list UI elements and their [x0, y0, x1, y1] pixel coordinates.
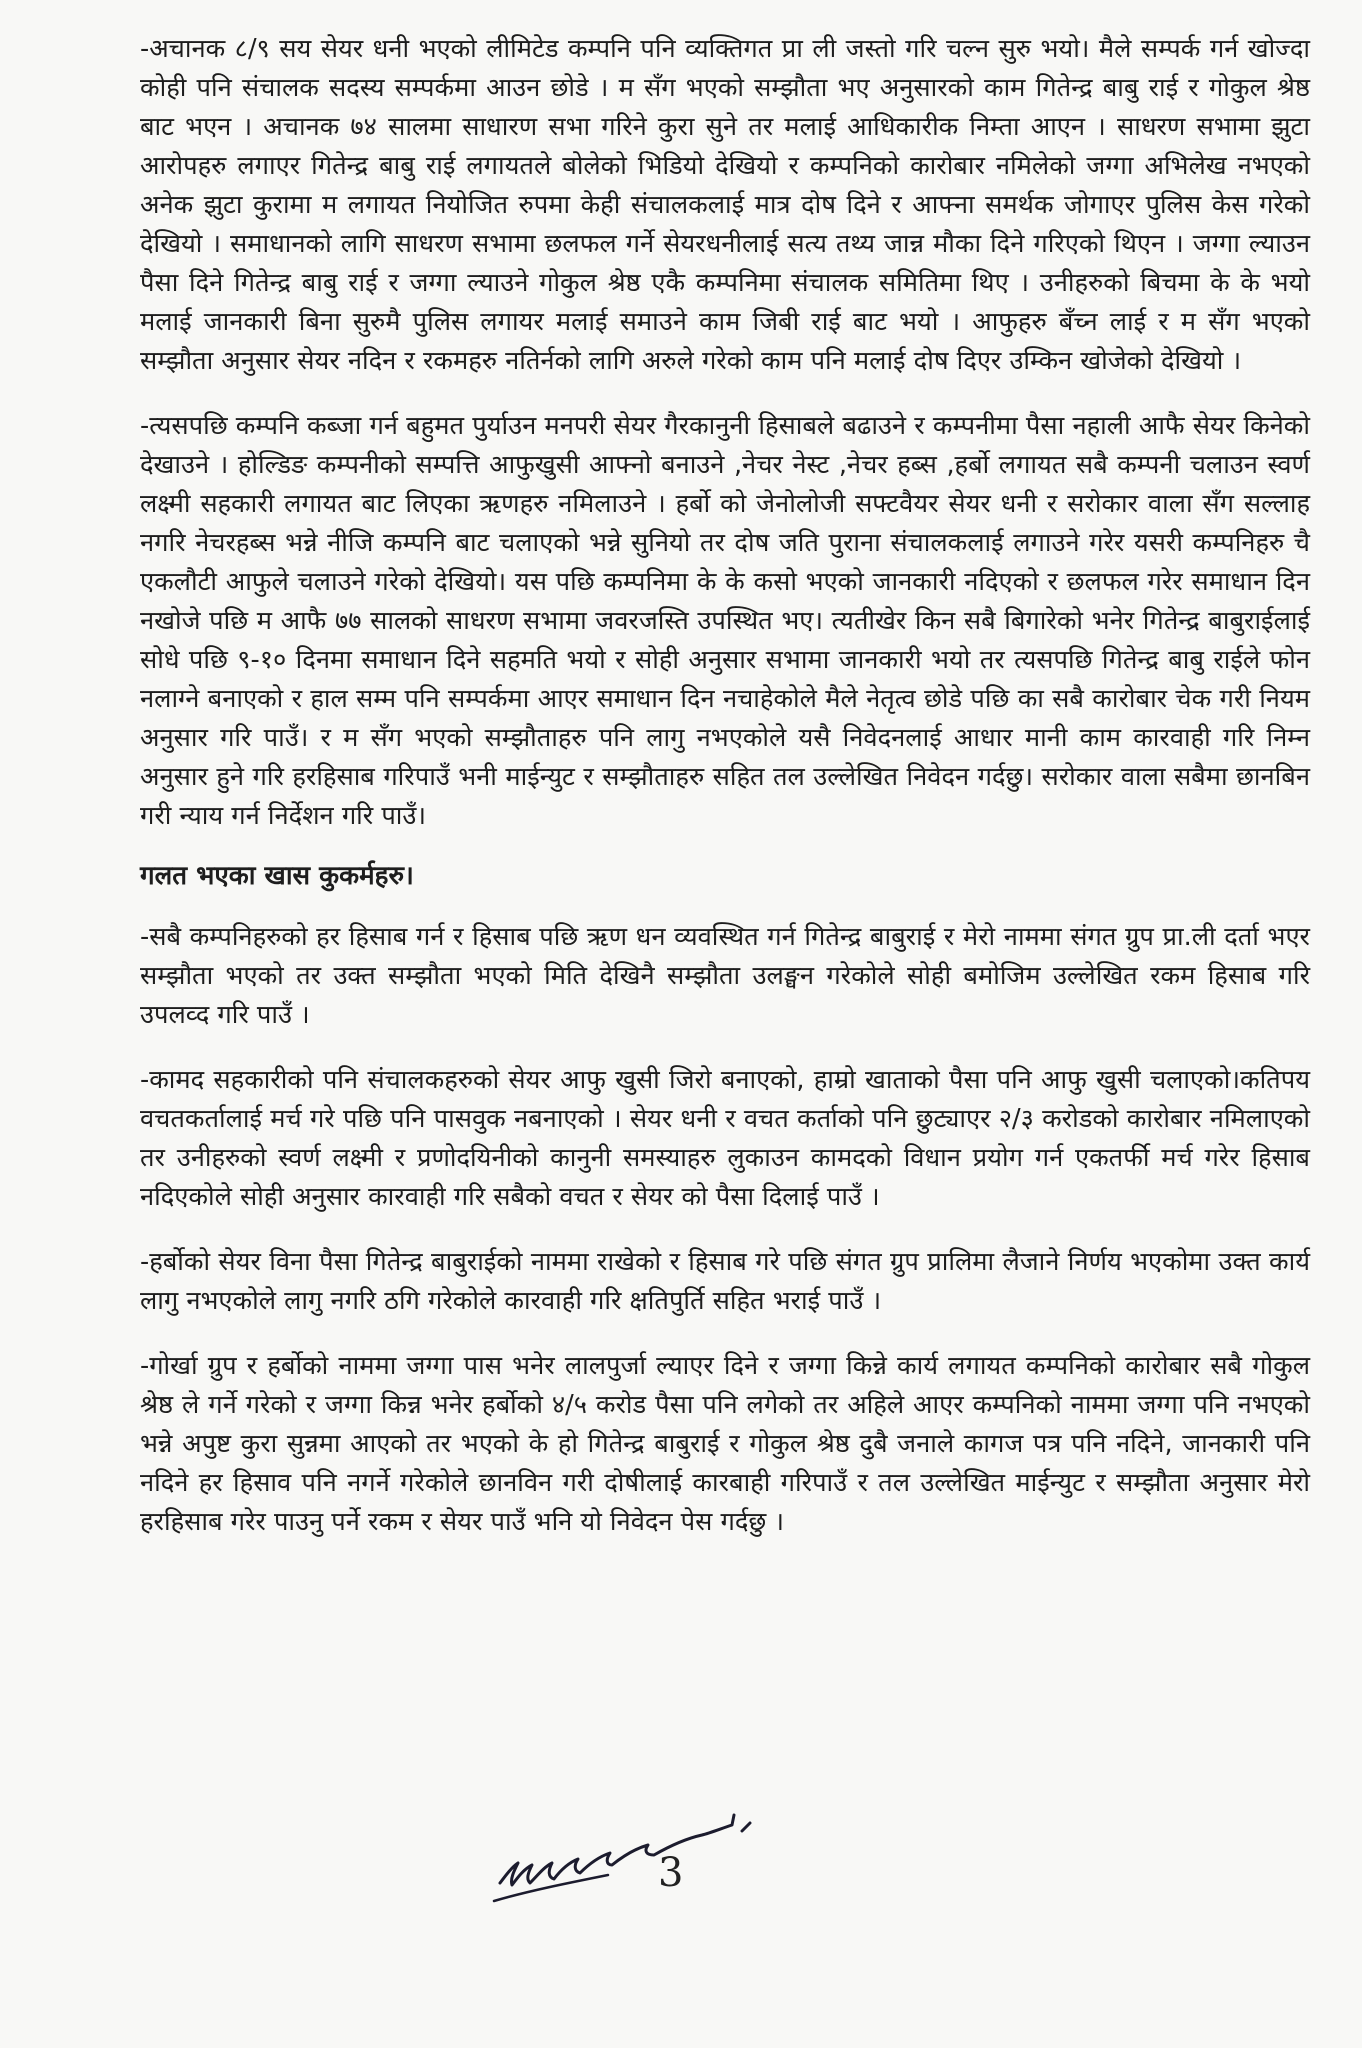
list-item: -कामद सहकारीको पनि संचालकहरुको सेयर आफु खुसी जिरो बनाएको, हाम्रो खाताको पैसा पनि आफु खुसी चलाएको।कतिपय वचतकर्तालाई मर्च गरे पछि पनि पासवुक नबनाएको । सेयर धनी र वचत कर्ताको पनि छुट्याएर २/३ करोडको कारोबार नमिलाएको तर उनीहरुको स्वर्ण लक्ष्मी र प्रणोदयिनीको कानुनी समस्याहरु लुकाउन कामदको विधान प्रयोग गर्न एकतर्फी मर्च गरेर हिसाब नदिएकोले सोही अनुसार कारवाही गरि सबैको वचत र सेयर को पैसा दिलाई पाउँ ।	[140, 1065, 1310, 1212]
paragraph-1: -अचानक ८/९ सय सेयर धनी भएको लीमिटेड कम्पनि पनि व्यक्तिगत प्रा ली जस्तो गरि चल्न सुरु भयो। मैले सम्पर्क गर्न खोज्दा कोही पनि संचालक सदस्य सम्पर्कमा आउन छोडे । म सँग भएको सम्झौता भए अनुसारको काम गितेन्द्र बाबु राई र गोकुल श्रेष्ठ बाट भएन । अचानक ७४ सालमा साधारण सभा गरिने कुरा सुने तर मलाई आधिकारीक निम्ता आएन । साधरण सभामा झुटा आरोपहरु लगाएर गितेन्द्र बाबु राई लगायतले बोलेको भिडियो देखियो र कम्पनिको कारोबार नमिलेको जग्गा अभिलेख नभएको अनेक झुटा कुरामा म लगायत नियोजित रुपमा केही संचालकलाई मात्र दोष दिने र आफ्ना समर्थक जोगाएर पुलिस केस गरेको देखियो । समाधानको लागि साधरण सभामा छलफल गर्ने सेयरधनीलाई सत्य तथ्य जान्न मौका दिने गरिएको थिएन । जग्गा ल्याउन पैसा दिने गितेन्द्र बाबु राई र जग्गा ल्याउने गोकुल श्रेष्ठ एकै कम्पनिमा संचालक समितिमा थिए । उनीहरुको बिचमा के के भयो मलाई जानकारी बिना सुरुमै पुलिस लगायर मलाई समाउने काम जिबी राई बाट भयो । आफुहरु बँच्न लाई र म सँग भएको सम्झौता अनुसार सेयर नदिन र रकमहरु नतिर्नको लागि अरुले गरेको काम पनि मलाई दोष दिएर उम्किन खोजेको देखियो ।	[140, 34, 1310, 376]
section-heading: गलत भएका खास कुकर्महरु।	[140, 861, 414, 891]
document-body	[140, 30, 1310, 1542]
page-number: 3	[658, 1850, 684, 1896]
paragraph-2: -त्यसपछि कम्पनि कब्जा गर्न बहुमत पुर्याउन मनपरी सेयर गैरकानुनी हिसाबले बढाउने र कम्पनीमा पैसा नहाली आफै सेयर किनेको देखाउने । होल्डिङ कम्पनीको सम्पत्ति आफुखुसी आफ्नो बनाउने ,नेचर नेस्ट ,नेचर हब्स ,हर्बो लगायत सबै कम्पनी चलाउन स्वर्ण लक्ष्मी सहकारी लगायत बाट लिएका ऋणहरु नमिलाउने । हर्बो को जेनोलोजी सफ्टवैयर सेयर धनी र सरोकार वाला सँग सल्लाह नगरि नेचरहब्स भन्ने नीजि कम्पनि बाट चलाएको भन्ने सुनियो तर दोष जति पुराना संचालकलाई लगाउने गरेर यसरी कम्पनिहरु चै एकलौटी आफुले चलाउने गरेको देखियो। यस पछि कम्पनिमा के के कसो भएको जानकारी नदिएको र छलफल गरेर समाधान दिन नखोजे पछि म आफै ७७ सालको साधरण सभामा जवरजस्ति उपस्थित भए। त्यतीखेर किन सबै बिगारेको भनेर गितेन्द्र बाबुराईलाई सोधे पछि ९-१० दिनमा समाधान दिने सहमति भयो र सोही अनुसार सभामा जानकारी भयो तर त्यसपछि गितेन्द्र बाबु राईले फोन नलाग्ने बनाएको र हाल सम्म पनि सम्पर्कमा आएर समाधान दिन नचाहेकोले मैले नेतृत्व छोडे पछि का सबै कारोबार चेक गरी नियम अनुसार गरि पाउँ। र म सँग भएको सम्झौताहरु पनि लागु नभएकोले यसै निवेदनलाई आधार मानी काम कारवाही गरि निम्न अनुसार हुने गरि हरहिसाब गरिपाउँ भनी माईन्युट र सम्झौताहरु सहित तल उल्लेखित निवेदन गर्दछु। सरोकार वाला सबैमा छानबिन गरी न्याय गर्न निर्देशन गरि पाउँ।	[140, 411, 1310, 831]
list-item: -गोर्खा ग्रुप र हर्बोको नाममा जग्गा पास भनेर लालपुर्जा ल्याएर दिने र जग्गा किन्ने कार्य लगायत कम्पनिको कारोबार सबै गोकुल श्रेष्ठ ले गर्ने गरेको र जग्गा किन्न भनेर हर्बोको ४/५ करोड पैसा पनि लगेको तर अहिले आएर कम्पनिको नाममा जग्गा पनि नभएको भन्ने अपुष्ट कुरा सुन्नमा आएको तर भएको के हो गितेन्द्र बाबुराई र गोकुल श्रेष्ठ दुबै जनाले कागज पत्र पनि नदिने, जानकारी पनि नदिने हर हिसाव पनि नगर्ने गरेकोले छानविन गरी दोषीलाई कारबाही गरिपाउँ र तल उल्लेखित माईन्युट र सम्झौता अनुसार मेरो हरहिसाब गरेर पाउनु पर्ने रकम र सेयर पाउँ भनि यो निवेदन पेस गर्दछु ।	[140, 1351, 1310, 1537]
list-item: -सबै कम्पनिहरुको हर हिसाब गर्न र हिसाब पछि ऋण धन व्यवस्थित गर्न गितेन्द्र बाबुराई र मेरो नाममा संगत ग्रुप प्रा.ली दर्ता भएर सम्झौता भएको तर उक्त सम्झौता भएको मिति देखिनै सम्झौता उलङ्घन गरेकोले सोही बमोजिम उल्लेखित रकम हिसाब गरि उपलव्द गरि पाउँ ।	[140, 922, 1310, 1030]
signature	[488, 1805, 788, 1925]
list-item: -हर्बोको सेयर विना पैसा गितेन्द्र बाबुराईको नाममा राखेको र हिसाब गरे पछि संगत ग्रुप प्रालिमा लैजाने निर्णय भएकोमा उक्त कार्य लागु नभएकोले लागु नगरि ठगि गरेकोले कारवाही गरि क्षतिपुर्ति सहित भराई पाउँ ।	[140, 1247, 1311, 1316]
